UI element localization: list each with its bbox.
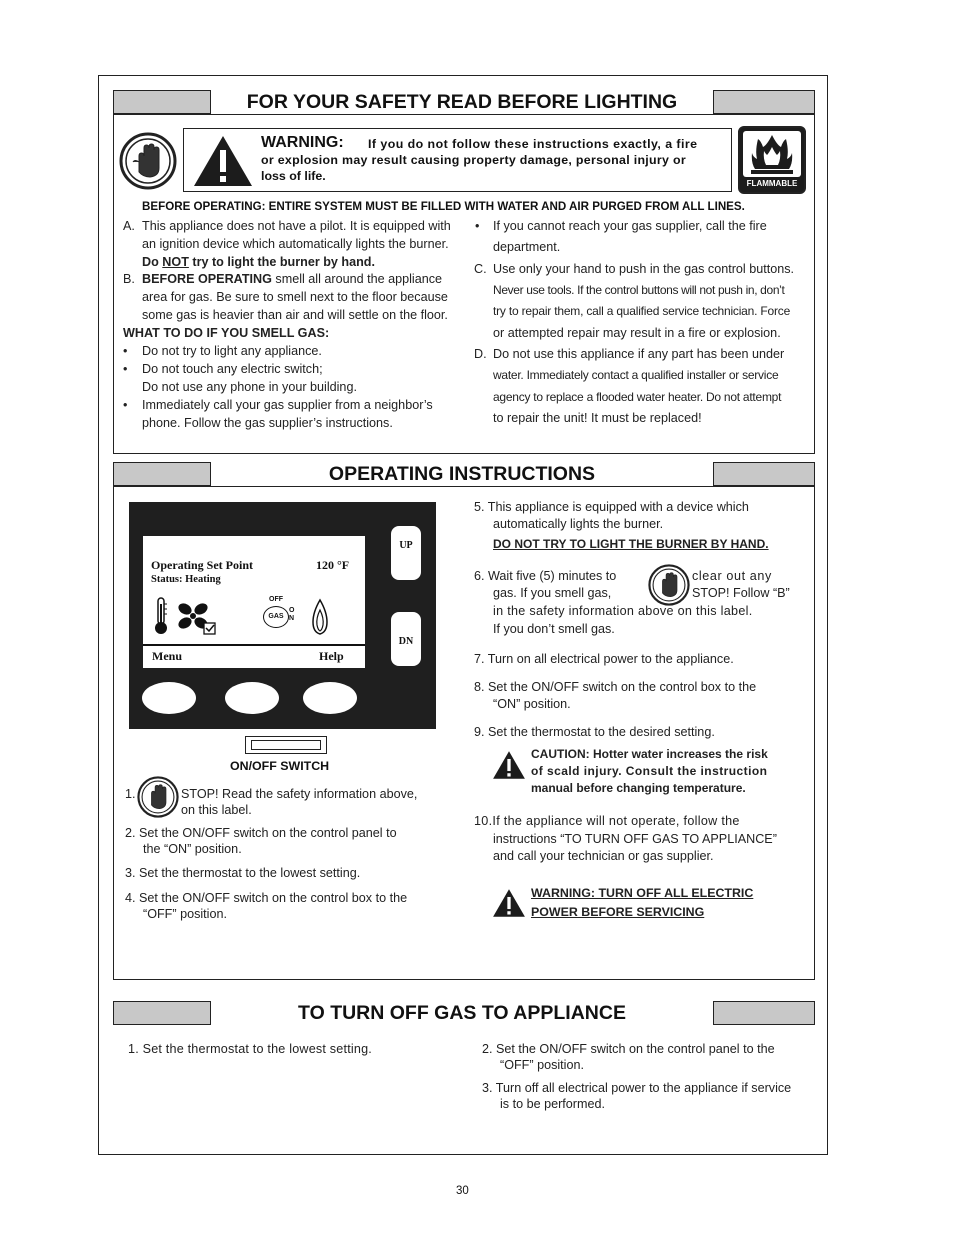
- turnoff-step: is to be performed.: [500, 1097, 605, 1111]
- set-point-label: Operating Set Point: [151, 558, 253, 572]
- caution-line: manual before changing temperature.: [531, 781, 746, 795]
- bullet-text: Immediately call your gas supplier from a neighbor’s: [142, 398, 433, 412]
- electric-warning-line: POWER BEFORE SERVICING: [531, 905, 705, 919]
- step-marker: 1.: [125, 787, 136, 801]
- list-marker: B.: [123, 272, 135, 286]
- step-text: 8. Set the ON/OFF switch on the control box to the: [474, 680, 757, 694]
- step-text: 2. Set the ON/OFF switch on the control panel to: [125, 826, 397, 840]
- stop-hand-icon: [119, 132, 177, 190]
- instruction-a-rest: try to light the burner by hand.: [188, 255, 375, 269]
- warning-text-line: or explosion may result causing property damage, personal injury or: [261, 153, 686, 167]
- bullet-glyph: •: [123, 398, 128, 412]
- safety-title: FOR YOUR SAFETY READ BEFORE LIGHTING: [210, 90, 714, 114]
- bullet-text: Do not use any phone in your building.: [142, 380, 357, 394]
- bullet-glyph: •: [475, 219, 480, 233]
- step-text: 9. Set the thermostat to the desired setting.: [474, 725, 715, 739]
- instruction-b-text: smell all around the appliance: [271, 272, 443, 286]
- down-button[interactable]: [391, 612, 421, 666]
- step-text: instructions “TO TURN OFF GAS TO APPLIANCE”: [493, 832, 777, 846]
- set-point-value: 120 °F: [316, 558, 350, 572]
- operating-banner: [113, 462, 815, 486]
- step-text: 7. Turn on all electrical power to the appliance.: [474, 652, 734, 666]
- step-text: 4. Set the ON/OFF switch on the control box to the: [125, 891, 408, 905]
- instruction-b-line: area for gas. Be sure to smell next to the floor because: [142, 290, 448, 304]
- instruction-a-not: NOT: [162, 255, 189, 269]
- caution-label: CAUTION: [531, 747, 586, 761]
- lcd-divider: [143, 644, 365, 646]
- turnoff-step: 1. Set the thermostat to the lowest setting.: [128, 1042, 373, 1056]
- caution-triangle-icon: [492, 750, 526, 780]
- step-text: If you don’t smell gas.: [493, 622, 615, 636]
- fan-icon: [177, 600, 217, 641]
- control-panel-illustration: [129, 502, 436, 729]
- step-text: and call your technician or gas supplier.: [493, 849, 714, 863]
- smell-gas-heading: WHAT TO DO IF YOU SMELL GAS:: [123, 326, 330, 340]
- turnoff-banner: [113, 1001, 815, 1025]
- on-label: O N: [289, 607, 295, 622]
- dn-label: DN: [398, 636, 414, 647]
- flammable-label: FLAMMABLE: [746, 179, 798, 188]
- help-label: Help: [319, 649, 344, 663]
- instruction-c-line: Use only your hand to push in the gas control buttons.: [493, 262, 795, 276]
- turnoff-step: 3. Turn off all electrical power to the appliance if service: [482, 1081, 792, 1095]
- bullet-glyph: •: [123, 362, 128, 376]
- instruction-b-bold: BEFORE OPERATING: [142, 272, 272, 286]
- softkey-right-button[interactable]: [303, 682, 357, 714]
- caution-line: of scald injury. Consult the instruction: [531, 764, 768, 778]
- step-text: clear out any: [692, 569, 772, 583]
- instruction-a-line: This appliance does not have a pilot. It is equipped with: [142, 219, 451, 233]
- up-button[interactable]: [391, 526, 421, 580]
- safety-banner: [113, 90, 815, 114]
- warning-text-line: loss of life.: [261, 169, 326, 183]
- instruction-d-line: to repair the unit! It must be replaced!: [493, 411, 702, 425]
- step-text: 3. Set the thermostat to the lowest setting.: [125, 866, 361, 880]
- step-warning-text: DO NOT TRY TO LIGHT THE BURNER BY HAND.: [493, 537, 769, 551]
- right-bullet-text: If you cannot reach your gas supplier, call the fire: [493, 219, 767, 233]
- warning-triangle-icon: [492, 888, 526, 918]
- instruction-d-line: water. Immediately contact a qualified installer or service: [493, 368, 779, 382]
- bullet-text: Do not touch any electric switch;: [142, 362, 323, 376]
- step-text: STOP! Read the safety information above,: [181, 787, 418, 801]
- bullet-glyph: •: [123, 344, 128, 358]
- softkey-middle-button[interactable]: [225, 682, 279, 714]
- step-text: gas. If you smell gas,: [493, 586, 612, 600]
- instruction-d-line: agency to replace a flooded water heater. Do not attempt: [493, 390, 782, 404]
- lcd-display: [143, 536, 365, 668]
- on-off-switch[interactable]: [245, 736, 327, 754]
- thermometer-icon: [153, 596, 169, 641]
- right-bullet-text: department.: [493, 240, 561, 254]
- instruction-a-line: an ignition device which automatically lights the burner.: [142, 237, 449, 251]
- instruction-c-line: or attempted repair may result in a fire or explosion.: [493, 326, 781, 340]
- turnoff-title: TO TURN OFF GAS TO APPLIANCE: [210, 1001, 714, 1025]
- instruction-d-line: Do not use this appliance if any part has been under: [493, 347, 785, 361]
- step-text: 6. Wait five (5) minutes to: [474, 569, 617, 583]
- electric-warning-line: WARNING: TURN OFF ALL ELECTRIC: [531, 886, 754, 900]
- instruction-b-line: some gas is heavier than air and will settle on the floor.: [142, 308, 448, 322]
- softkey-left-button[interactable]: [142, 682, 196, 714]
- instruction-a-emphasis: [142, 254, 375, 272]
- off-label: OFF: [269, 596, 283, 603]
- flame-icon: [309, 598, 331, 641]
- warning-label: WARNING:: [261, 134, 344, 151]
- on-off-switch-rocker: [251, 740, 321, 750]
- instruction-c-line: try to repair them, call a qualified service technician. Force: [493, 304, 791, 318]
- operating-title: OPERATING INSTRUCTIONS: [210, 462, 714, 486]
- menu-label: Menu: [152, 649, 182, 663]
- caution-text: : Hotter water increases the risk: [585, 747, 768, 761]
- step-text: the “ON” position.: [143, 842, 242, 856]
- step-text: in the safety information above on this label.: [493, 604, 753, 618]
- stop-hand-icon: [648, 564, 690, 606]
- gas-label: GAS: [268, 613, 284, 620]
- instruction-a-do: Do: [142, 255, 163, 269]
- warning-text-line: If you do not follow these instructions exactly, a fire: [368, 137, 698, 151]
- instruction-c-line: Never use tools. If the control buttons will not push in, don’t: [493, 283, 785, 297]
- status-text: Status: Heating: [151, 574, 221, 585]
- stop-hand-icon: [137, 776, 179, 818]
- list-marker: D.: [474, 347, 487, 361]
- before-operating-notice: BEFORE OPERATING: ENTIRE SYSTEM MUST BE FILLED WITH WATER AND AIR PURGED FROM ALL LINES.: [142, 200, 745, 213]
- turnoff-step: 2. Set the ON/OFF switch on the control panel to the: [482, 1042, 775, 1056]
- on-off-switch-label: ON/OFF SWITCH: [230, 759, 330, 773]
- step-text: STOP! Follow “B”: [692, 586, 790, 600]
- bullet-text: Do not try to light any appliance.: [142, 344, 322, 358]
- caution-line: [531, 746, 768, 764]
- step-text: on this label.: [181, 803, 252, 817]
- gas-valve-icon: [263, 606, 289, 628]
- page-number: 30: [456, 1185, 469, 1197]
- list-marker: C.: [474, 262, 487, 276]
- step-text: “ON” position.: [493, 697, 571, 711]
- bullet-text: phone. Follow the gas supplier’s instructions.: [142, 416, 393, 430]
- step-text: 10.If the appliance will not operate, follow the: [474, 814, 740, 828]
- turnoff-step: “OFF” position.: [500, 1058, 584, 1072]
- up-label: UP: [399, 540, 413, 551]
- step-text: automatically lights the burner.: [493, 517, 664, 531]
- list-marker: A.: [123, 219, 135, 233]
- flammable-icon: [738, 126, 806, 194]
- step-text: 5. This appliance is equipped with a device which: [474, 500, 749, 514]
- step-text: “OFF” position.: [143, 907, 227, 921]
- instruction-b-line: [142, 271, 458, 289]
- warning-triangle-icon: [192, 134, 254, 188]
